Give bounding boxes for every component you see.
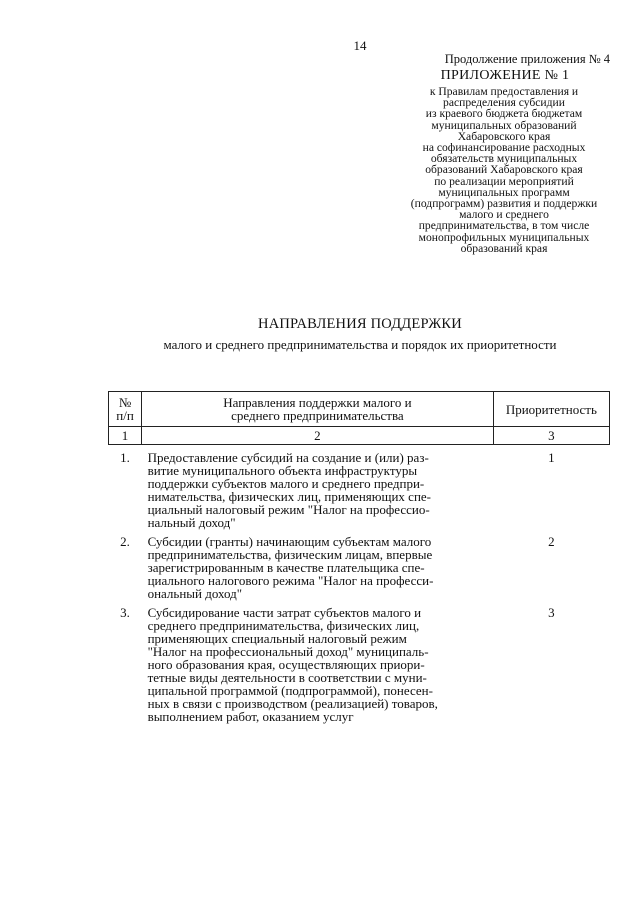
document-subtitle: малого и среднего предпринимательства и порядок их приоритетности: [163, 337, 557, 352]
appendix-title: ПРИЛОЖЕНИЕ № 1: [440, 68, 570, 83]
direction-line: ного образования края, осуществляющих приори-: [147, 657, 425, 672]
header-priority: Приоритетность: [493, 392, 609, 427]
row-priority: 1: [548, 450, 555, 465]
page-number: 14: [353, 38, 367, 53]
direction-line: ональный доход": [147, 586, 243, 601]
appendix-line: малого и среднего: [459, 208, 549, 222]
appendix-line: Хабаровского края: [457, 129, 551, 143]
support-directions-table: [108, 391, 610, 723]
direction-line: витие муниципального объекта инфраструктуры: [147, 463, 418, 478]
row-direction: [142, 529, 494, 600]
row-number: 2.: [120, 534, 130, 549]
direction-line: нальный доход": [147, 515, 236, 530]
appendix-line: образований Хабаровского края: [425, 163, 583, 177]
row-priority: 3: [548, 605, 555, 620]
appendix-line: муниципальных программ: [438, 185, 570, 199]
direction-line: ципальной программой (подпрограммой), понесен-: [147, 683, 433, 698]
header-direction-line: среднего предпринимательства: [231, 408, 404, 423]
row-number: 1.: [120, 450, 130, 465]
appendix-description: [395, 86, 613, 254]
continuation-note: Продолжение приложения № 4: [444, 52, 610, 66]
appendix-line: из краевого бюджета бюджетам: [425, 107, 583, 121]
appendix-line: на софинансирование расходных: [422, 141, 586, 155]
direction-line: "Налог на профессиональный доход" муниципаль-: [147, 644, 429, 659]
direction-line: выполнением работ, оказанием услуг: [147, 709, 354, 724]
row-priority: 2: [548, 534, 555, 549]
appendix-line: предпринимательства, в том числе: [418, 219, 590, 233]
table-row: [109, 445, 610, 530]
direction-line: циального налогового режима "Налог на професси-: [147, 573, 434, 588]
direction-line: циальный налоговый режим "Налог на профессио-: [147, 502, 430, 517]
appendix-line: образований края: [460, 241, 548, 255]
direction-line: поддержки субъектов малого и среднего предпри-: [147, 476, 425, 491]
column-number: 3: [493, 427, 609, 445]
direction-line: среднего предпринимательства, физических лиц,: [147, 618, 420, 633]
document-title: НАПРАВЛЕНИЯ ПОДДЕРЖКИ: [258, 316, 462, 332]
direction-line: применяющих специальный налоговый режим: [147, 631, 407, 646]
header-number-abbr: п/п: [116, 408, 134, 423]
table-row: [109, 529, 610, 600]
appendix-line: распределения субсидии: [443, 96, 565, 110]
appendix-line: монопрофильных муниципальных: [418, 230, 590, 244]
column-number: 1: [109, 427, 142, 445]
row-number: 3.: [120, 605, 130, 620]
direction-line: зарегистрированным в качестве плательщика спе-: [147, 560, 425, 575]
direction-line: Предоставление субсидий на создание и (или) раз-: [147, 450, 429, 465]
appendix-line: муниципальных образований: [431, 118, 577, 132]
direction-line: Субсидии (гранты) начинающим субъектам малого: [147, 534, 432, 549]
direction-line: Субсидирование части затрат субъектов малого и: [147, 605, 422, 620]
appendix-line: по реализации мероприятий: [434, 174, 574, 188]
header-direction: [142, 392, 494, 427]
direction-line: тетные виды деятельности в соответствии с муни-: [147, 670, 427, 685]
appendix-line: (подпрограмм) развития и поддержки: [410, 197, 598, 211]
header-number: [109, 392, 142, 427]
column-number-row: [109, 427, 610, 445]
row-direction: [142, 445, 494, 530]
direction-line: ных в связи с производством (реализацией) товаров,: [147, 696, 438, 711]
row-direction: [142, 600, 494, 723]
header-number-symbol: №: [118, 395, 132, 410]
table-row: [109, 600, 610, 723]
appendix-line: обязательств муниципальных: [430, 152, 578, 166]
table-header-row: [109, 392, 610, 427]
direction-line: нимательства, физических лиц, применяющих спе-: [147, 489, 432, 504]
header-direction-line: Направления поддержки малого и: [223, 395, 412, 410]
appendix-line: к Правилам предоставления и: [429, 85, 579, 98]
direction-line: предпринимательства, физическим лицам, впервые: [147, 547, 433, 562]
column-number: 2: [142, 427, 494, 445]
